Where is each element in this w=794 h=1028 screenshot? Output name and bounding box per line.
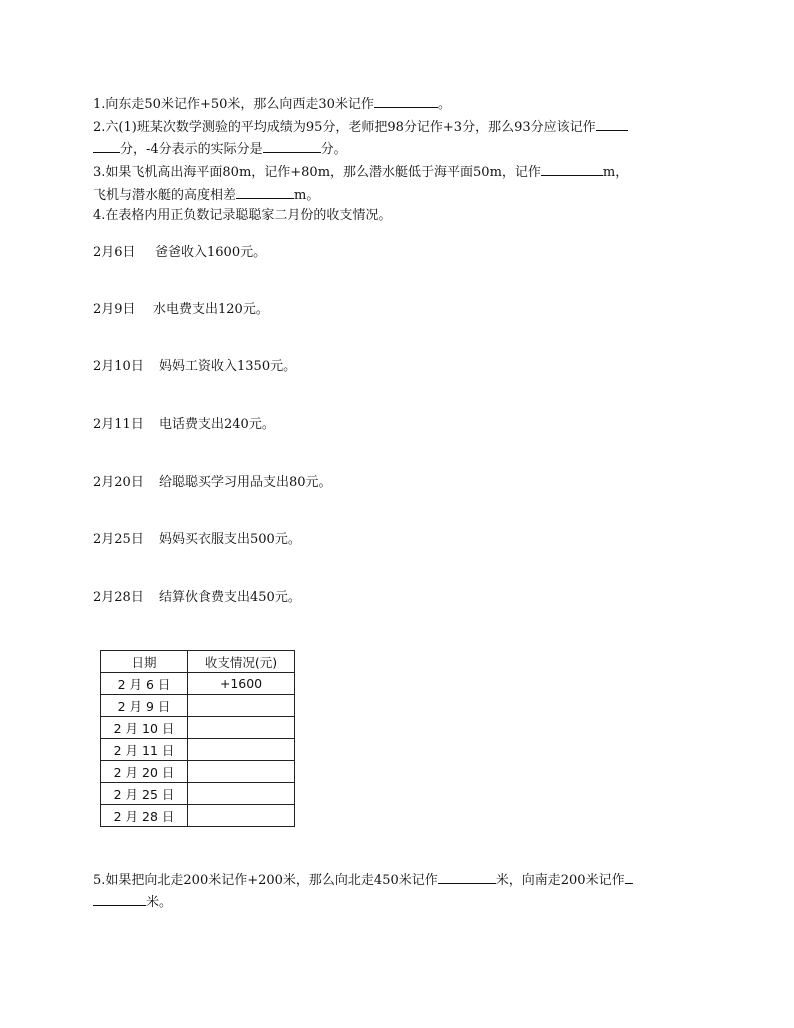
entry-date: 2月9日 <box>93 302 136 317</box>
table-cell-amount[interactable] <box>188 805 295 827</box>
entry-desc: 爸爸收入1600元。 <box>155 245 267 260</box>
entry-desc: 水电费支出120元。 <box>153 302 269 317</box>
question-2-text-1: 2.六(1)班某次数学测验的平均成绩为95分，老师把98分记作+3分，那么93分应该记作 <box>93 120 596 135</box>
header-date: 日期 <box>101 651 188 673</box>
answer-blank-2b[interactable] <box>263 139 321 153</box>
question-1 <box>93 94 451 114</box>
table-cell-amount[interactable] <box>188 717 295 739</box>
question-4-text: 4.在表格内用正负数记录聪聪家二月份的收支情况。 <box>93 208 392 223</box>
entry-date: 2月11日 <box>93 417 144 432</box>
table-cell-amount[interactable] <box>188 761 295 783</box>
table-row <box>101 761 295 783</box>
question-3-line-2 <box>93 185 319 205</box>
entry-row <box>93 589 301 607</box>
table-cell-date: 2 月 28 日 <box>101 805 188 827</box>
entry-date: 2月6日 <box>93 245 136 260</box>
question-5-line-2 <box>93 892 172 912</box>
answer-blank-5b-end[interactable] <box>93 892 146 906</box>
table-cell-amount[interactable]: +1600 <box>188 673 295 695</box>
answer-blank-5a[interactable] <box>438 870 496 884</box>
table-row <box>101 739 295 761</box>
question-3-text-4: m。 <box>294 188 320 203</box>
question-2-text-2: 分，-4分表示的实际分是 <box>120 142 263 157</box>
entry-desc: 给聪聪买学习用品支出80元。 <box>159 475 332 490</box>
table-cell-amount[interactable] <box>188 695 295 717</box>
header-amount: 收支情况(元) <box>188 651 295 673</box>
entry-desc: 结算伙食费支出450元。 <box>159 590 301 605</box>
table-cell-date: 2 月 9 日 <box>101 695 188 717</box>
question-2-line-2 <box>93 139 347 159</box>
entry-row <box>93 531 301 549</box>
table-row <box>101 695 295 717</box>
table-cell-date: 2 月 25 日 <box>101 783 188 805</box>
table-cell-amount[interactable] <box>188 739 295 761</box>
question-5-text-1: 5.如果把向北走200米记作+200米，那么向北走450米记作 <box>93 873 438 888</box>
answer-blank-3a[interactable] <box>541 162 603 176</box>
table-cell-amount[interactable] <box>188 783 295 805</box>
answer-blank-3b[interactable] <box>236 185 294 199</box>
question-5-line-1 <box>93 870 633 890</box>
table-cell-date: 2 月 11 日 <box>101 739 188 761</box>
question-2-line-1 <box>93 117 628 137</box>
answer-blank-5b-start[interactable] <box>625 870 633 884</box>
entry-date: 2月20日 <box>93 475 144 490</box>
entry-desc: 妈妈工资收入1350元。 <box>159 359 297 374</box>
question-2-text-3: 分。 <box>320 142 347 157</box>
table-cell-date: 2 月 6 日 <box>101 673 188 695</box>
entry-date: 2月25日 <box>93 532 144 547</box>
entry-row <box>93 416 275 434</box>
table-cell-date: 2 月 20 日 <box>101 761 188 783</box>
entry-desc: 电话费支出240元。 <box>159 417 275 432</box>
question-1-text: 1.向东走50米记作+50米，那么向西走30米记作 <box>93 97 374 112</box>
answer-blank-2a-end[interactable] <box>93 139 120 153</box>
table-row <box>101 673 295 695</box>
question-3-text-1: 3.如果飞机高出海平面80m，记作+80m，那么潜水艇低于海平面50m，记作 <box>93 165 541 180</box>
entry-date: 2月28日 <box>93 590 144 605</box>
table-row <box>101 717 295 739</box>
answer-blank-1[interactable] <box>374 94 438 108</box>
table-cell-date: 2 月 10 日 <box>101 717 188 739</box>
entry-desc: 妈妈买衣服支出500元。 <box>159 532 301 547</box>
question-3-text-2: m， <box>602 165 629 180</box>
answer-blank-2a-start[interactable] <box>596 117 628 131</box>
entry-row <box>93 244 266 262</box>
entry-row <box>93 358 296 376</box>
entry-row <box>93 301 269 319</box>
table-header-row <box>101 651 295 673</box>
question-5-text-3: 米。 <box>146 895 173 910</box>
entry-row <box>93 474 332 492</box>
question-5-text-2: 米，向南走200米记作 <box>495 873 625 888</box>
question-3-line-1 <box>93 162 628 182</box>
table-row <box>101 805 295 827</box>
question-1-end: 。 <box>437 97 451 112</box>
entry-date: 2月10日 <box>93 359 144 374</box>
question-3-text-3: 飞机与潜水艇的高度相差 <box>93 188 237 203</box>
table-row <box>101 783 295 805</box>
question-4 <box>93 207 391 225</box>
ledger-table <box>100 650 295 827</box>
